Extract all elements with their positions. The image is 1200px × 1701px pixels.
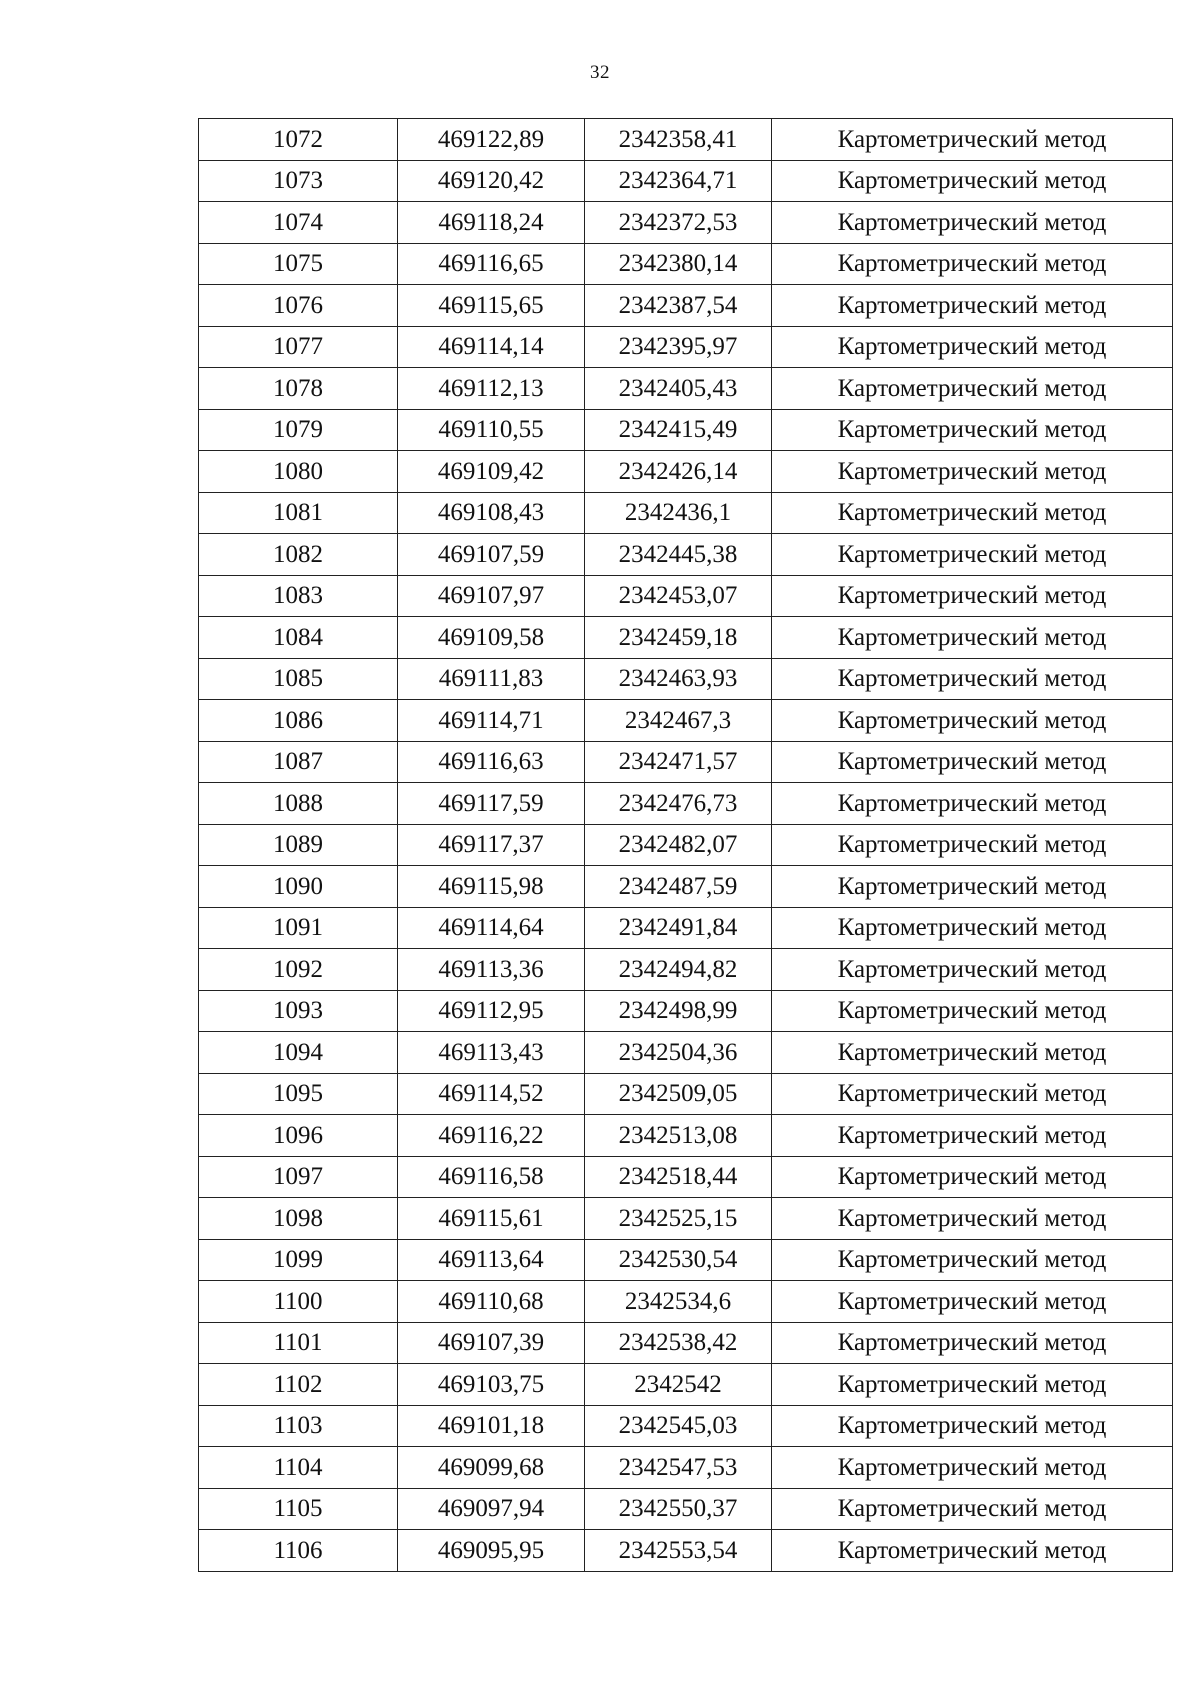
- point-number-cell: 1087: [199, 741, 398, 783]
- table-row: [199, 1488, 1173, 1530]
- table-row: [199, 700, 1173, 742]
- point-number-cell: 1073: [199, 160, 398, 202]
- point-number-cell: 1099: [199, 1239, 398, 1281]
- table-row: [199, 1322, 1173, 1364]
- point-number-cell: 1092: [199, 949, 398, 991]
- y-coordinate-cell: 2342550,37: [585, 1488, 772, 1530]
- table-row: [199, 409, 1173, 451]
- method-cell: Картометрический метод: [772, 285, 1173, 327]
- method-cell: Картометрический метод: [772, 534, 1173, 576]
- y-coordinate-cell: 2342467,3: [585, 700, 772, 742]
- y-coordinate-cell: 2342553,54: [585, 1530, 772, 1572]
- page-number: 32: [590, 62, 610, 83]
- y-coordinate-cell: 2342482,07: [585, 824, 772, 866]
- method-cell: Картометрический метод: [772, 990, 1173, 1032]
- y-coordinate-cell: 2342453,07: [585, 575, 772, 617]
- x-coordinate-cell: 469115,61: [398, 1198, 585, 1240]
- x-coordinate-cell: 469117,37: [398, 824, 585, 866]
- method-cell: Картометрический метод: [772, 1032, 1173, 1074]
- point-number-cell: 1084: [199, 617, 398, 659]
- y-coordinate-cell: 2342494,82: [585, 949, 772, 991]
- x-coordinate-cell: 469117,59: [398, 783, 585, 825]
- y-coordinate-cell: 2342459,18: [585, 617, 772, 659]
- method-cell: Картометрический метод: [772, 783, 1173, 825]
- table-row: [199, 907, 1173, 949]
- y-coordinate-cell: 2342445,38: [585, 534, 772, 576]
- table-row: [199, 534, 1173, 576]
- method-cell: Картометрический метод: [772, 658, 1173, 700]
- y-coordinate-cell: 2342463,93: [585, 658, 772, 700]
- table-row: [199, 1115, 1173, 1157]
- x-coordinate-cell: 469107,97: [398, 575, 585, 617]
- table-row: [199, 1530, 1173, 1572]
- method-cell: Картометрический метод: [772, 824, 1173, 866]
- x-coordinate-cell: 469107,39: [398, 1322, 585, 1364]
- table-row: [199, 1032, 1173, 1074]
- table-row: [199, 949, 1173, 991]
- table-row: [199, 1364, 1173, 1406]
- x-coordinate-cell: 469118,24: [398, 202, 585, 244]
- x-coordinate-cell: 469099,68: [398, 1447, 585, 1489]
- table-row: [199, 866, 1173, 908]
- method-cell: Картометрический метод: [772, 617, 1173, 659]
- table-row: [199, 1239, 1173, 1281]
- point-number-cell: 1088: [199, 783, 398, 825]
- table-row: [199, 1405, 1173, 1447]
- point-number-cell: 1082: [199, 534, 398, 576]
- x-coordinate-cell: 469120,42: [398, 160, 585, 202]
- point-number-cell: 1105: [199, 1488, 398, 1530]
- y-coordinate-cell: 2342364,71: [585, 160, 772, 202]
- x-coordinate-cell: 469116,63: [398, 741, 585, 783]
- table-row: [199, 160, 1173, 202]
- y-coordinate-cell: 2342534,6: [585, 1281, 772, 1323]
- table-row: [199, 658, 1173, 700]
- x-coordinate-cell: 469114,71: [398, 700, 585, 742]
- table-row: [199, 326, 1173, 368]
- point-number-cell: 1074: [199, 202, 398, 244]
- x-coordinate-cell: 469116,22: [398, 1115, 585, 1157]
- point-number-cell: 1101: [199, 1322, 398, 1364]
- point-number-cell: 1090: [199, 866, 398, 908]
- method-cell: Картометрический метод: [772, 326, 1173, 368]
- x-coordinate-cell: 469095,95: [398, 1530, 585, 1572]
- point-number-cell: 1078: [199, 368, 398, 410]
- x-coordinate-cell: 469109,42: [398, 451, 585, 493]
- y-coordinate-cell: 2342405,43: [585, 368, 772, 410]
- x-coordinate-cell: 469116,65: [398, 243, 585, 285]
- x-coordinate-cell: 469111,83: [398, 658, 585, 700]
- method-cell: Картометрический метод: [772, 160, 1173, 202]
- method-cell: Картометрический метод: [772, 1322, 1173, 1364]
- method-cell: Картометрический метод: [772, 492, 1173, 534]
- y-coordinate-cell: 2342380,14: [585, 243, 772, 285]
- point-number-cell: 1102: [199, 1364, 398, 1406]
- method-cell: Картометрический метод: [772, 1198, 1173, 1240]
- x-coordinate-cell: 469114,52: [398, 1073, 585, 1115]
- method-cell: Картометрический метод: [772, 700, 1173, 742]
- y-coordinate-cell: 2342358,41: [585, 119, 772, 161]
- point-number-cell: 1098: [199, 1198, 398, 1240]
- method-cell: Картометрический метод: [772, 866, 1173, 908]
- y-coordinate-cell: 2342415,49: [585, 409, 772, 451]
- y-coordinate-cell: 2342476,73: [585, 783, 772, 825]
- point-number-cell: 1106: [199, 1530, 398, 1572]
- point-number-cell: 1096: [199, 1115, 398, 1157]
- method-cell: Картометрический метод: [772, 202, 1173, 244]
- x-coordinate-cell: 469101,18: [398, 1405, 585, 1447]
- coordinates-table-body: [199, 119, 1173, 1572]
- method-cell: Картометрический метод: [772, 1239, 1173, 1281]
- point-number-cell: 1104: [199, 1447, 398, 1489]
- y-coordinate-cell: 2342525,15: [585, 1198, 772, 1240]
- point-number-cell: 1091: [199, 907, 398, 949]
- y-coordinate-cell: 2342487,59: [585, 866, 772, 908]
- x-coordinate-cell: 469115,98: [398, 866, 585, 908]
- point-number-cell: 1093: [199, 990, 398, 1032]
- method-cell: Картометрический метод: [772, 1488, 1173, 1530]
- x-coordinate-cell: 469113,36: [398, 949, 585, 991]
- x-coordinate-cell: 469113,64: [398, 1239, 585, 1281]
- method-cell: Картометрический метод: [772, 119, 1173, 161]
- point-number-cell: 1100: [199, 1281, 398, 1323]
- method-cell: Картометрический метод: [772, 741, 1173, 783]
- y-coordinate-cell: 2342547,53: [585, 1447, 772, 1489]
- y-coordinate-cell: 2342542: [585, 1364, 772, 1406]
- method-cell: Картометрический метод: [772, 1115, 1173, 1157]
- x-coordinate-cell: 469122,89: [398, 119, 585, 161]
- point-number-cell: 1076: [199, 285, 398, 327]
- table-row: [199, 617, 1173, 659]
- x-coordinate-cell: 469110,55: [398, 409, 585, 451]
- y-coordinate-cell: 2342426,14: [585, 451, 772, 493]
- table-row: [199, 1073, 1173, 1115]
- point-number-cell: 1080: [199, 451, 398, 493]
- x-coordinate-cell: 469097,94: [398, 1488, 585, 1530]
- point-number-cell: 1075: [199, 243, 398, 285]
- y-coordinate-cell: 2342395,97: [585, 326, 772, 368]
- method-cell: Картометрический метод: [772, 1281, 1173, 1323]
- table-row: [199, 783, 1173, 825]
- table-row: [199, 1447, 1173, 1489]
- table-row: [199, 119, 1173, 161]
- table-row: [199, 575, 1173, 617]
- table-row: [199, 1156, 1173, 1198]
- table-row: [199, 243, 1173, 285]
- method-cell: Картометрический метод: [772, 1405, 1173, 1447]
- x-coordinate-cell: 469110,68: [398, 1281, 585, 1323]
- y-coordinate-cell: 2342498,99: [585, 990, 772, 1032]
- table-row: [199, 1198, 1173, 1240]
- x-coordinate-cell: 469103,75: [398, 1364, 585, 1406]
- point-number-cell: 1095: [199, 1073, 398, 1115]
- method-cell: Картометрический метод: [772, 907, 1173, 949]
- x-coordinate-cell: 469108,43: [398, 492, 585, 534]
- method-cell: Картометрический метод: [772, 451, 1173, 493]
- method-cell: Картометрический метод: [772, 1530, 1173, 1572]
- y-coordinate-cell: 2342545,03: [585, 1405, 772, 1447]
- method-cell: Картометрический метод: [772, 368, 1173, 410]
- x-coordinate-cell: 469112,95: [398, 990, 585, 1032]
- y-coordinate-cell: 2342513,08: [585, 1115, 772, 1157]
- point-number-cell: 1072: [199, 119, 398, 161]
- x-coordinate-cell: 469113,43: [398, 1032, 585, 1074]
- method-cell: Картометрический метод: [772, 1364, 1173, 1406]
- table-row: [199, 824, 1173, 866]
- y-coordinate-cell: 2342530,54: [585, 1239, 772, 1281]
- y-coordinate-cell: 2342372,53: [585, 202, 772, 244]
- method-cell: Картометрический метод: [772, 1073, 1173, 1115]
- method-cell: Картометрический метод: [772, 575, 1173, 617]
- y-coordinate-cell: 2342471,57: [585, 741, 772, 783]
- point-number-cell: 1077: [199, 326, 398, 368]
- point-number-cell: 1079: [199, 409, 398, 451]
- y-coordinate-cell: 2342387,54: [585, 285, 772, 327]
- point-number-cell: 1085: [199, 658, 398, 700]
- x-coordinate-cell: 469116,58: [398, 1156, 585, 1198]
- table-row: [199, 368, 1173, 410]
- table-row: [199, 1281, 1173, 1323]
- coordinates-table: [198, 118, 1173, 1572]
- y-coordinate-cell: 2342518,44: [585, 1156, 772, 1198]
- x-coordinate-cell: 469114,14: [398, 326, 585, 368]
- method-cell: Картометрический метод: [772, 243, 1173, 285]
- method-cell: Картометрический метод: [772, 409, 1173, 451]
- x-coordinate-cell: 469114,64: [398, 907, 585, 949]
- point-number-cell: 1086: [199, 700, 398, 742]
- method-cell: Картометрический метод: [772, 949, 1173, 991]
- x-coordinate-cell: 469112,13: [398, 368, 585, 410]
- method-cell: Картометрический метод: [772, 1156, 1173, 1198]
- table-row: [199, 202, 1173, 244]
- table-row: [199, 285, 1173, 327]
- x-coordinate-cell: 469107,59: [398, 534, 585, 576]
- table-row: [199, 741, 1173, 783]
- y-coordinate-cell: 2342538,42: [585, 1322, 772, 1364]
- point-number-cell: 1081: [199, 492, 398, 534]
- table-row: [199, 990, 1173, 1032]
- y-coordinate-cell: 2342504,36: [585, 1032, 772, 1074]
- table-row: [199, 492, 1173, 534]
- y-coordinate-cell: 2342436,1: [585, 492, 772, 534]
- point-number-cell: 1097: [199, 1156, 398, 1198]
- x-coordinate-cell: 469115,65: [398, 285, 585, 327]
- x-coordinate-cell: 469109,58: [398, 617, 585, 659]
- point-number-cell: 1089: [199, 824, 398, 866]
- table-row: [199, 451, 1173, 493]
- point-number-cell: 1083: [199, 575, 398, 617]
- point-number-cell: 1103: [199, 1405, 398, 1447]
- y-coordinate-cell: 2342491,84: [585, 907, 772, 949]
- method-cell: Картометрический метод: [772, 1447, 1173, 1489]
- y-coordinate-cell: 2342509,05: [585, 1073, 772, 1115]
- point-number-cell: 1094: [199, 1032, 398, 1074]
